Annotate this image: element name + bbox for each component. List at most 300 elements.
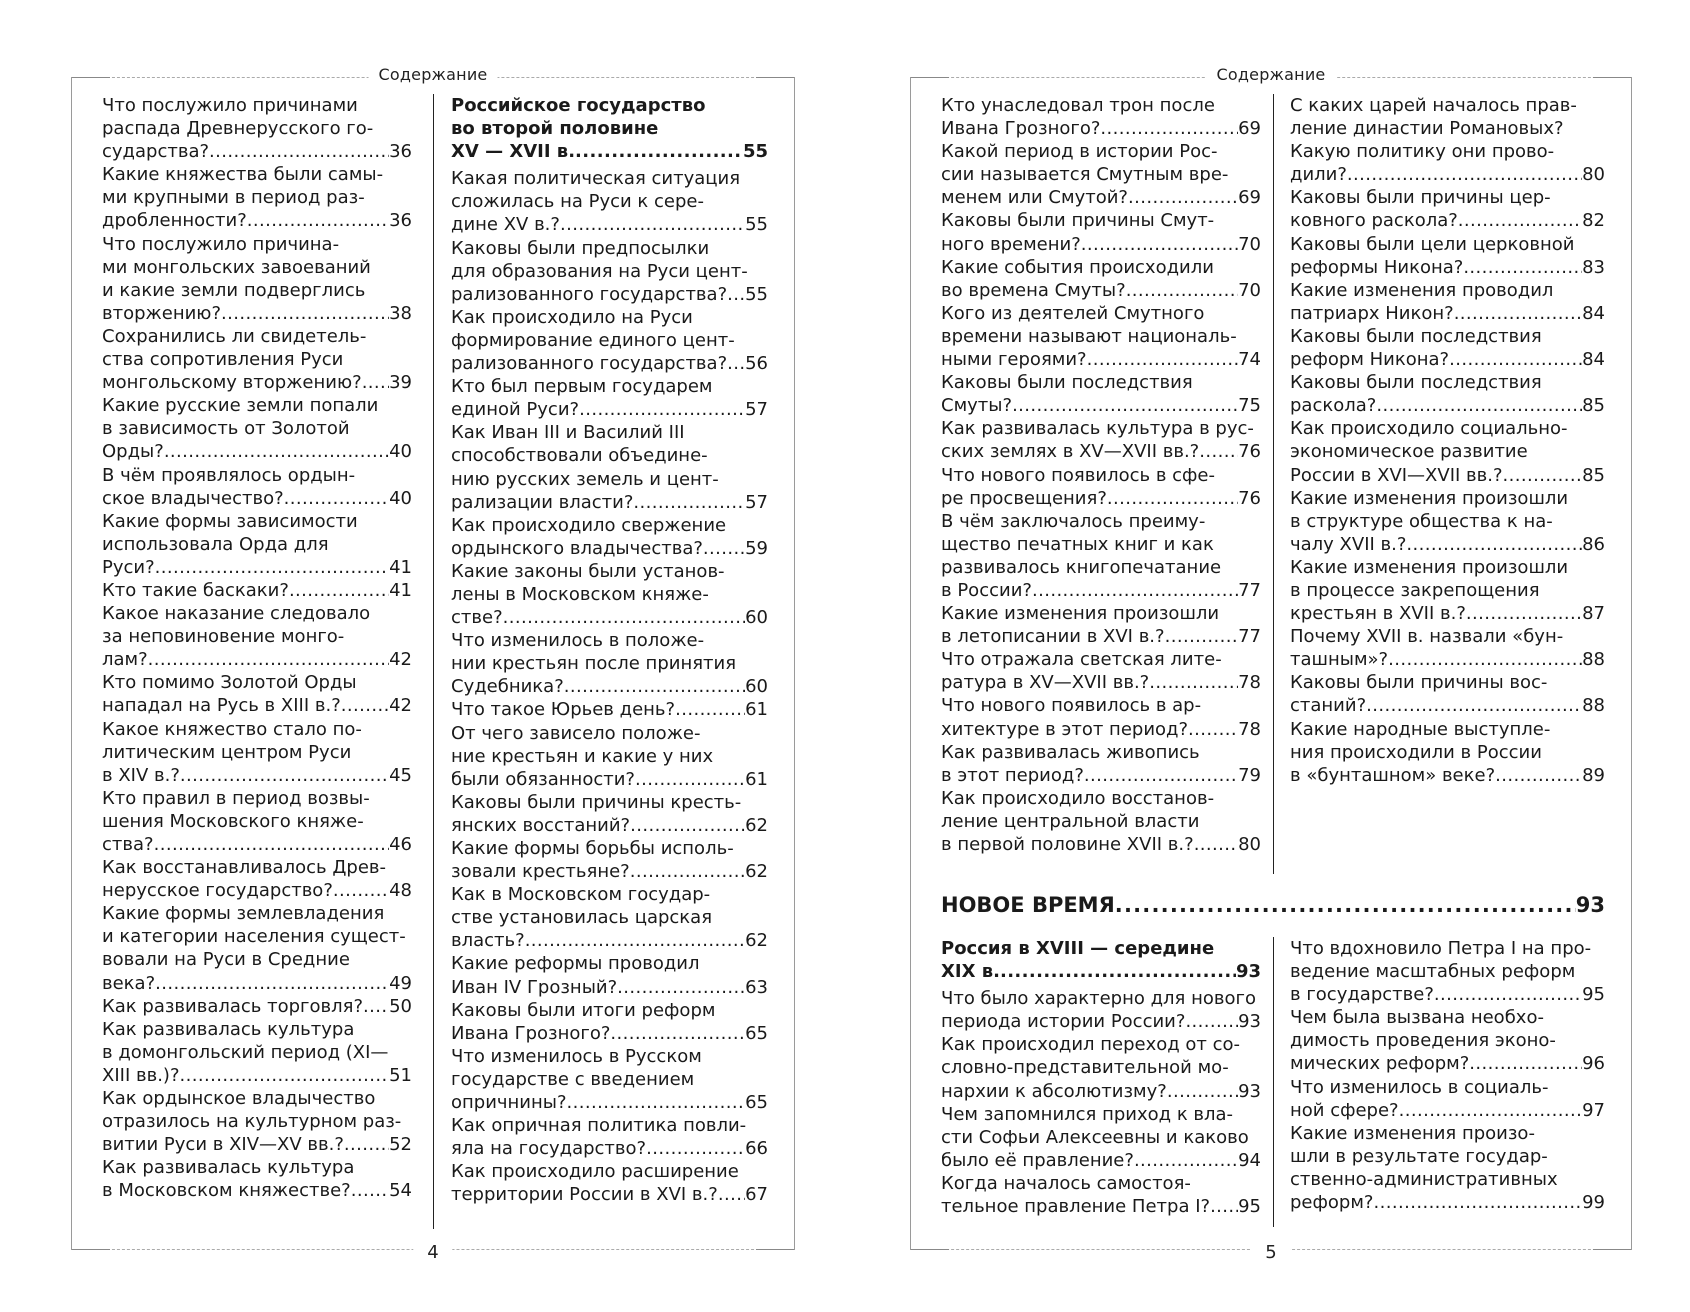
toc-entry-last-line [451,537,768,560]
toc-entry-last-line [1290,348,1605,371]
toc-entry-page: 69 [1238,187,1261,209]
toc-entry [102,325,412,394]
leader-dots [1495,764,1582,787]
toc-entry-text: Ивана Грозного? [941,118,1101,140]
toc-entry-text: в XIV в.? [102,764,180,786]
toc-entry-last-line [102,579,412,602]
leader-dots [1463,256,1582,279]
toc-entry-line: Россия в XVIII — середине [941,938,1215,959]
toc-entry-text: Иван IV Грозный? [451,976,618,998]
toc-entry-text: Ивана Грозного? [451,1022,611,1044]
toc-entry-line: Что отражала светская лите- [941,649,1222,671]
toc-entry-text: нерусское государство? [102,880,333,902]
leader-dots [155,556,389,579]
leader-dots [1449,348,1582,371]
toc-entry-last-line [941,1080,1261,1103]
toc-entry-page: 76 [1238,441,1261,463]
toc-entry-line: сти Софьи Алексеевны и каково [941,1126,1249,1148]
leader-dots [703,537,745,560]
toc-entry-page: 48 [389,880,412,902]
toc-entry-line: вовали на Руси в Средние [102,949,350,971]
toc-entry [451,560,768,629]
leader-dots [344,1133,389,1156]
toc-entry-page: 40 [389,487,412,509]
toc-entry-line: во второй половине [451,118,659,140]
toc-entry-line: Какие изменения произошли [1290,487,1569,509]
toc-entry-page: 93 [1238,1011,1261,1033]
toc-entry-line: Каковы были последствия [941,372,1193,394]
toc-entry [941,140,1261,209]
leader-dots [180,1064,390,1087]
toc-entry-last-line [941,1149,1261,1172]
toc-entry-line: Как происходило свержение [451,514,727,536]
toc-entry-page: 79 [1238,764,1261,786]
toc-entry-last-line [451,1022,768,1045]
toc-entry-last-line [451,213,768,236]
toc-entry-last-line [102,1064,412,1087]
toc-entry-line: Как развивалась культура [102,1157,355,1179]
toc-entry-text: ордынского владычества? [451,537,703,559]
toc-entry [451,514,768,560]
toc-entry-line: В чём проявлялось ордын- [102,464,356,486]
toc-entry [102,163,412,232]
toc-entry-last-line [941,279,1261,302]
toc-entry-text: XIII вв.)? [102,1064,180,1086]
toc-entry-last-line [1290,464,1605,487]
toc-entry-text: единой Руси? [451,399,580,421]
toc-entry-line: В чём заключалось преиму- [941,510,1206,532]
toc-entry-last-line [941,579,1261,602]
toc-entry-text: ной сфере? [1290,1099,1399,1121]
leader-dots [567,1091,746,1114]
toc-entry-last-line [102,1133,412,1156]
toc-entry-line: Какое княжество стало по- [102,718,362,740]
toc-entry-last-line [1290,256,1605,279]
toc-entry-text: станий? [1290,695,1367,717]
toc-entry-last-line [102,879,412,902]
toc-entry [941,787,1261,856]
leader-dots [1376,394,1582,417]
leader-dots [180,764,389,787]
leader-dots [1167,1080,1238,1103]
toc-entry-text: в этот период? [941,764,1084,786]
toc-entry-line: ление династии Романовых? [1290,118,1564,140]
toc-entry-last-line [451,860,768,883]
toc-entry-page: 69 [1238,118,1261,140]
leader-dots [630,814,745,837]
toc-entry [1290,371,1605,417]
toc-entry-line: Сохранились ли свидетель- [102,325,367,347]
toc-entry-text: опричнины? [451,1092,567,1114]
toc-entry-line: Как восстанавливалось Древ- [102,857,386,879]
toc-entry-page: 77 [1238,579,1261,601]
toc-entry-last-line [941,764,1261,787]
toc-entry-line: сложилась на Руси к сере- [451,191,704,213]
toc-entry-last-line [941,718,1261,741]
toc-entry-line: Кто правил в период возвы- [102,787,370,809]
page-number-right: 5 [1251,1242,1290,1263]
leader-dots [148,648,389,671]
toc-entry [1290,1006,1605,1075]
toc-entry [102,671,412,717]
toc-entry-last-line [102,140,412,163]
toc-entry-page: 55 [745,283,768,305]
toc-entry [451,837,768,883]
toc-entry-last-line [451,1091,768,1114]
toc-entry-last-line [451,1183,768,1206]
leader-dots [1406,533,1582,556]
toc-entry-line: Чем запомнился приход к вла- [941,1103,1234,1125]
leader-dots [1115,892,1576,918]
toc-entry-text: витии Руси в XIV—XV вв.? [102,1134,344,1156]
toc-entry-page: 96 [1582,1053,1605,1075]
toc-entry-last-line [451,1137,768,1160]
toc-entry-last-line [451,352,768,375]
toc-entry-line: Какие изменения проводил [1290,279,1554,301]
toc-column-left-1 [102,94,412,1203]
toc-entry-page: 41 [389,579,412,601]
toc-entry-last-line [451,814,768,837]
toc-entry-line: Что вдохновило Петра I на про- [1290,938,1592,959]
toc-entry [941,1103,1261,1172]
toc-entry-line: Российское государство [451,95,706,116]
toc-entry-page: 95 [1238,1196,1261,1218]
toc-entry [451,1114,768,1160]
toc-entry [451,791,768,837]
toc-entry-line: и категории населения сущест- [102,926,406,948]
toc-entry-last-line [102,833,412,856]
leader-dots [1388,648,1582,671]
toc-entry-last-line [1290,394,1605,417]
toc-entry-line: Как Иван III и Василий III [451,422,685,444]
toc-entry-last-line [102,209,412,232]
leader-dots [1081,233,1238,256]
running-head-left: Содержание [369,65,498,84]
toc-column-right-3 [941,937,1261,1218]
toc-entry-text: хитектуре в этот период? [941,718,1189,740]
toc-entry-line: Как происходило восстанов- [941,787,1215,809]
toc-entry-line: Кого из деятелей Смутного [941,302,1205,324]
toc-entry-line: Какие реформы проводил [451,953,700,975]
toc-entry-line: Каковы были причины Смут- [941,210,1215,232]
toc-entry-page: 45 [389,764,412,786]
toc-entry-page: 60 [745,676,768,698]
toc-entry-text: XIX в. [941,961,1000,983]
toc-entry [102,510,412,579]
toc-entry [102,1018,412,1087]
toc-entry-last-line [941,394,1261,417]
toc-entry-line: в домонгольский период (XI— [102,1041,389,1063]
leader-dots [164,440,389,463]
toc-entry-text: менем или Смутой? [941,187,1128,209]
toc-entry [102,1087,412,1156]
toc-entry [1290,1076,1605,1122]
toc-entry-last-line [1290,163,1605,186]
toc-entry-text: века? [102,972,156,994]
toc-entry [1290,94,1605,186]
toc-entry [1290,417,1605,486]
toc-entry-line: Какие формы землевладения [102,903,385,925]
toc-entry-last-line [941,487,1261,510]
toc-entry [451,629,768,698]
toc-entry-line: нии крестьян после принятия [451,653,737,675]
toc-entry-page: 62 [745,930,768,952]
right-page [910,65,1632,1263]
toc-entry [451,952,768,998]
toc-entry [102,394,412,463]
leader-dots [1199,440,1238,463]
toc-entry-line: Какие изменения произошли [1290,556,1569,578]
toc-column-right-1 [941,94,1261,856]
toc-entry-text: в России? [941,579,1032,601]
leader-dots [727,352,745,375]
leader-dots [630,860,745,883]
toc-entry-line: сии называется Смутным вре- [941,164,1229,186]
leader-dots [351,1179,389,1202]
toc-entry-text: ташным»? [1290,649,1389,671]
toc-entry-text: монгольскому вторжению? [102,372,362,394]
toc-entry-page: 85 [1582,464,1605,486]
toc-entry-line: для образования на Руси цент- [451,260,748,282]
leader-dots [1149,671,1238,694]
toc-entry-last-line [1290,1052,1605,1075]
leader-dots [646,1137,745,1160]
toc-entry-line: Как в Московском государ- [451,884,711,906]
toc-entry [941,648,1261,694]
toc-entry-page: 83 [1582,256,1605,278]
toc-entry-page: 97 [1582,1099,1605,1121]
toc-entry-text: во времена Смуты? [941,279,1126,301]
toc-entry-page: 62 [745,861,768,883]
toc-entry-line: Что изменилось в положе- [451,630,705,652]
toc-entry-page: 65 [745,1022,768,1044]
toc-entry-last-line [451,398,768,421]
section-title-new-era [941,892,1605,918]
toc-entry-page: 62 [745,814,768,836]
toc-entry [1290,325,1605,371]
toc-entry [941,694,1261,740]
toc-entry [102,902,412,994]
toc-entry-line: за неповиновение монго- [102,626,345,648]
toc-entry-page: 61 [745,699,768,721]
toc-entry [941,1033,1261,1102]
leader-dots [617,976,745,999]
toc-entry-page: 95 [1582,984,1605,1006]
toc-entry-last-line [1290,694,1605,717]
toc-entry-text: ства? [102,834,154,855]
toc-entry-text: в Московском княжестве? [102,1180,351,1202]
toc-entry-last-line [941,440,1261,463]
toc-entry-page: 36 [389,141,412,163]
toc-entry-last-line [1290,983,1605,1006]
toc-entry-page: 86 [1582,533,1605,555]
toc-entry-text: янских восстаний? [451,814,631,836]
toc-entry-line: ление центральной власти [941,810,1200,832]
toc-entry-last-line [451,140,768,163]
toc-entry-line: литическим центром Руси [102,741,352,763]
toc-entry-text: Смуты? [941,395,1013,417]
toc-entry-last-line [1290,209,1605,232]
toc-entry [102,464,412,510]
toc-entry [102,856,412,902]
toc-entry-text: мических реформ? [1290,1053,1470,1075]
toc-entry-line: Что послужило причина- [102,233,340,255]
leader-dots [579,398,745,421]
leader-dots [1373,1191,1582,1214]
toc-entry-text: ратура в XV—XVII вв.? [941,672,1150,694]
toc-entry-line: Какие формы борьбы исполь- [451,838,734,859]
toc-entry-page: 88 [1582,695,1605,717]
toc-entry-line: ства сопротивления Руси [102,349,344,371]
toc-section-heading [451,94,768,163]
leader-dots [247,209,389,232]
leader-dots [1188,718,1238,741]
toc-entry-page: 88 [1582,649,1605,671]
leader-dots [221,302,389,325]
toc-section-heading [941,937,1261,983]
toc-entry-line: Как опричная политика повли- [451,1115,747,1137]
toc-entry-page: 87 [1582,603,1605,625]
toc-entry-line: Когда началось самостоя- [941,1172,1191,1194]
leader-dots [209,140,389,163]
toc-entry-page: 74 [1238,349,1261,371]
toc-entry-last-line [102,764,412,787]
toc-entry-page: 76 [1238,487,1261,509]
leader-dots [1165,625,1239,648]
toc-entry-text: реформ? [1290,1192,1374,1214]
leader-dots [333,879,389,902]
toc-entry-line: нию русских земель и цент- [451,468,719,490]
toc-entry [1290,1122,1605,1214]
toc-entry-last-line [941,625,1261,648]
toc-entry-line: способствовали объедине- [451,445,708,467]
leader-dots [1084,764,1238,787]
toc-entry-page: 80 [1582,164,1605,186]
leader-dots [1458,209,1582,232]
toc-entry-text: рализованного государства? [451,283,728,305]
toc-entry-last-line [102,371,412,394]
toc-entry-line: Какое наказание следовало [102,603,371,625]
toc-entry [451,1045,768,1114]
toc-entry-page: 57 [745,491,768,513]
leader-dots [503,606,745,629]
toc-entry-line: Какой период в истории Рос- [941,141,1218,163]
toc-entry-text: дине XV в.? [451,214,560,236]
toc-entry-page: 42 [389,649,412,671]
leader-dots [1032,579,1238,602]
toc-entry-last-line [102,1179,412,1202]
toc-entry-last-line [451,491,768,514]
toc-entry-line: Каковы были последствия [1290,325,1542,347]
toc-entry-line: Что было характерно для нового [941,988,1256,1010]
leader-dots [1126,279,1238,302]
toc-entry-text: в первой половине XVII в.? [941,834,1194,855]
toc-entry-line: Какие изменения произо- [1290,1122,1535,1144]
toc-entry-line: ния происходили в России [1290,741,1542,763]
toc-entry-last-line [102,440,412,463]
toc-entry-line: и какие земли подверглись [102,279,366,301]
toc-entry [1290,279,1605,325]
toc-entry-line: Что изменилось в Русском [451,1045,702,1067]
toc-entry-page: 36 [389,210,412,232]
toc-entry-text: сударства? [102,141,210,163]
toc-entry-text: Кто такие баскаки? [102,579,289,601]
toc-entry [451,421,768,513]
toc-entry-last-line [941,186,1261,209]
leader-dots [1107,487,1238,510]
leader-dots [635,768,745,791]
toc-entry-page: 59 [745,537,768,559]
toc-entry-page: 42 [389,695,412,717]
leader-dots [362,371,389,394]
toc-entry-line: Кто был первым государем [451,376,713,398]
toc-entry-last-line [102,302,412,325]
toc-entry-text: России в XVI—XVII вв.? [1290,464,1503,486]
toc-entry-line: шения Московского княже- [102,810,364,832]
leader-dots [1469,1052,1582,1075]
toc-entry-line: щество печатных книг и как [941,533,1214,555]
toc-entry [1290,487,1605,556]
toc-entry-page: 89 [1582,764,1605,786]
toc-entry-last-line [102,487,412,510]
toc-entry [102,579,412,602]
leader-dots [727,283,745,306]
toc-entry-text: чалу XVII в.? [1290,533,1407,555]
toc-entry-line: Какие изменения произошли [941,603,1220,625]
toc-entry-line: Какая политическая ситуация [451,168,741,190]
toc-entry-line: Какие события происходили [941,256,1214,278]
toc-entry-last-line [451,283,768,306]
toc-entry [451,306,768,375]
toc-entry-line: экономическое развитие [1290,441,1528,463]
toc-entry [102,94,412,163]
toc-entry-page: 55 [742,141,768,163]
toc-entry-page: 38 [389,302,412,324]
toc-entry [941,464,1261,510]
toc-entry-line: Что нового появилось в ар- [941,695,1202,717]
toc-entry-last-line [1290,764,1605,787]
toc-entry-last-line [1290,1099,1605,1122]
toc-entry-text: тельное правление Петра I? [941,1196,1211,1218]
toc-entry-last-line [1290,302,1605,325]
toc-entry-last-line [102,995,412,1018]
toc-entry-text: XV — XVII в. [451,141,576,163]
toc-entry-line: Какие законы были установ- [451,560,725,582]
toc-entry [451,722,768,791]
toc-entry-text: нападал на Русь в XIII в.? [102,695,341,717]
toc-entry-text: рализации власти? [451,491,634,513]
leader-dots [1347,163,1582,186]
toc-entry-last-line [941,117,1261,140]
toc-entry [941,1172,1261,1218]
toc-entry-line: Каковы были причины вос- [1290,672,1548,694]
toc-entry-text: власть? [451,930,525,952]
toc-entry-last-line [1290,533,1605,556]
toc-entry-line: в процессе закрепощения [1290,579,1540,601]
toc-entry-line: Каковы были цели церковной [1290,233,1575,255]
toc-entry-line: словно-представительной мо- [941,1057,1229,1079]
toc-entry [941,602,1261,648]
toc-entry-line: Как происходило расширение [451,1161,739,1183]
toc-entry-page: 54 [389,1180,412,1202]
leader-dots [1503,464,1583,487]
toc-entry-page: 84 [1582,349,1605,371]
toc-entry-text: Как развивалась торговля? [102,995,364,1017]
toc-entry-page: 51 [389,1064,412,1086]
section-title-page: 93 [1575,893,1605,917]
running-head-right: Содержание [1207,65,1336,84]
toc-entry-text: были обязанности? [451,768,635,790]
